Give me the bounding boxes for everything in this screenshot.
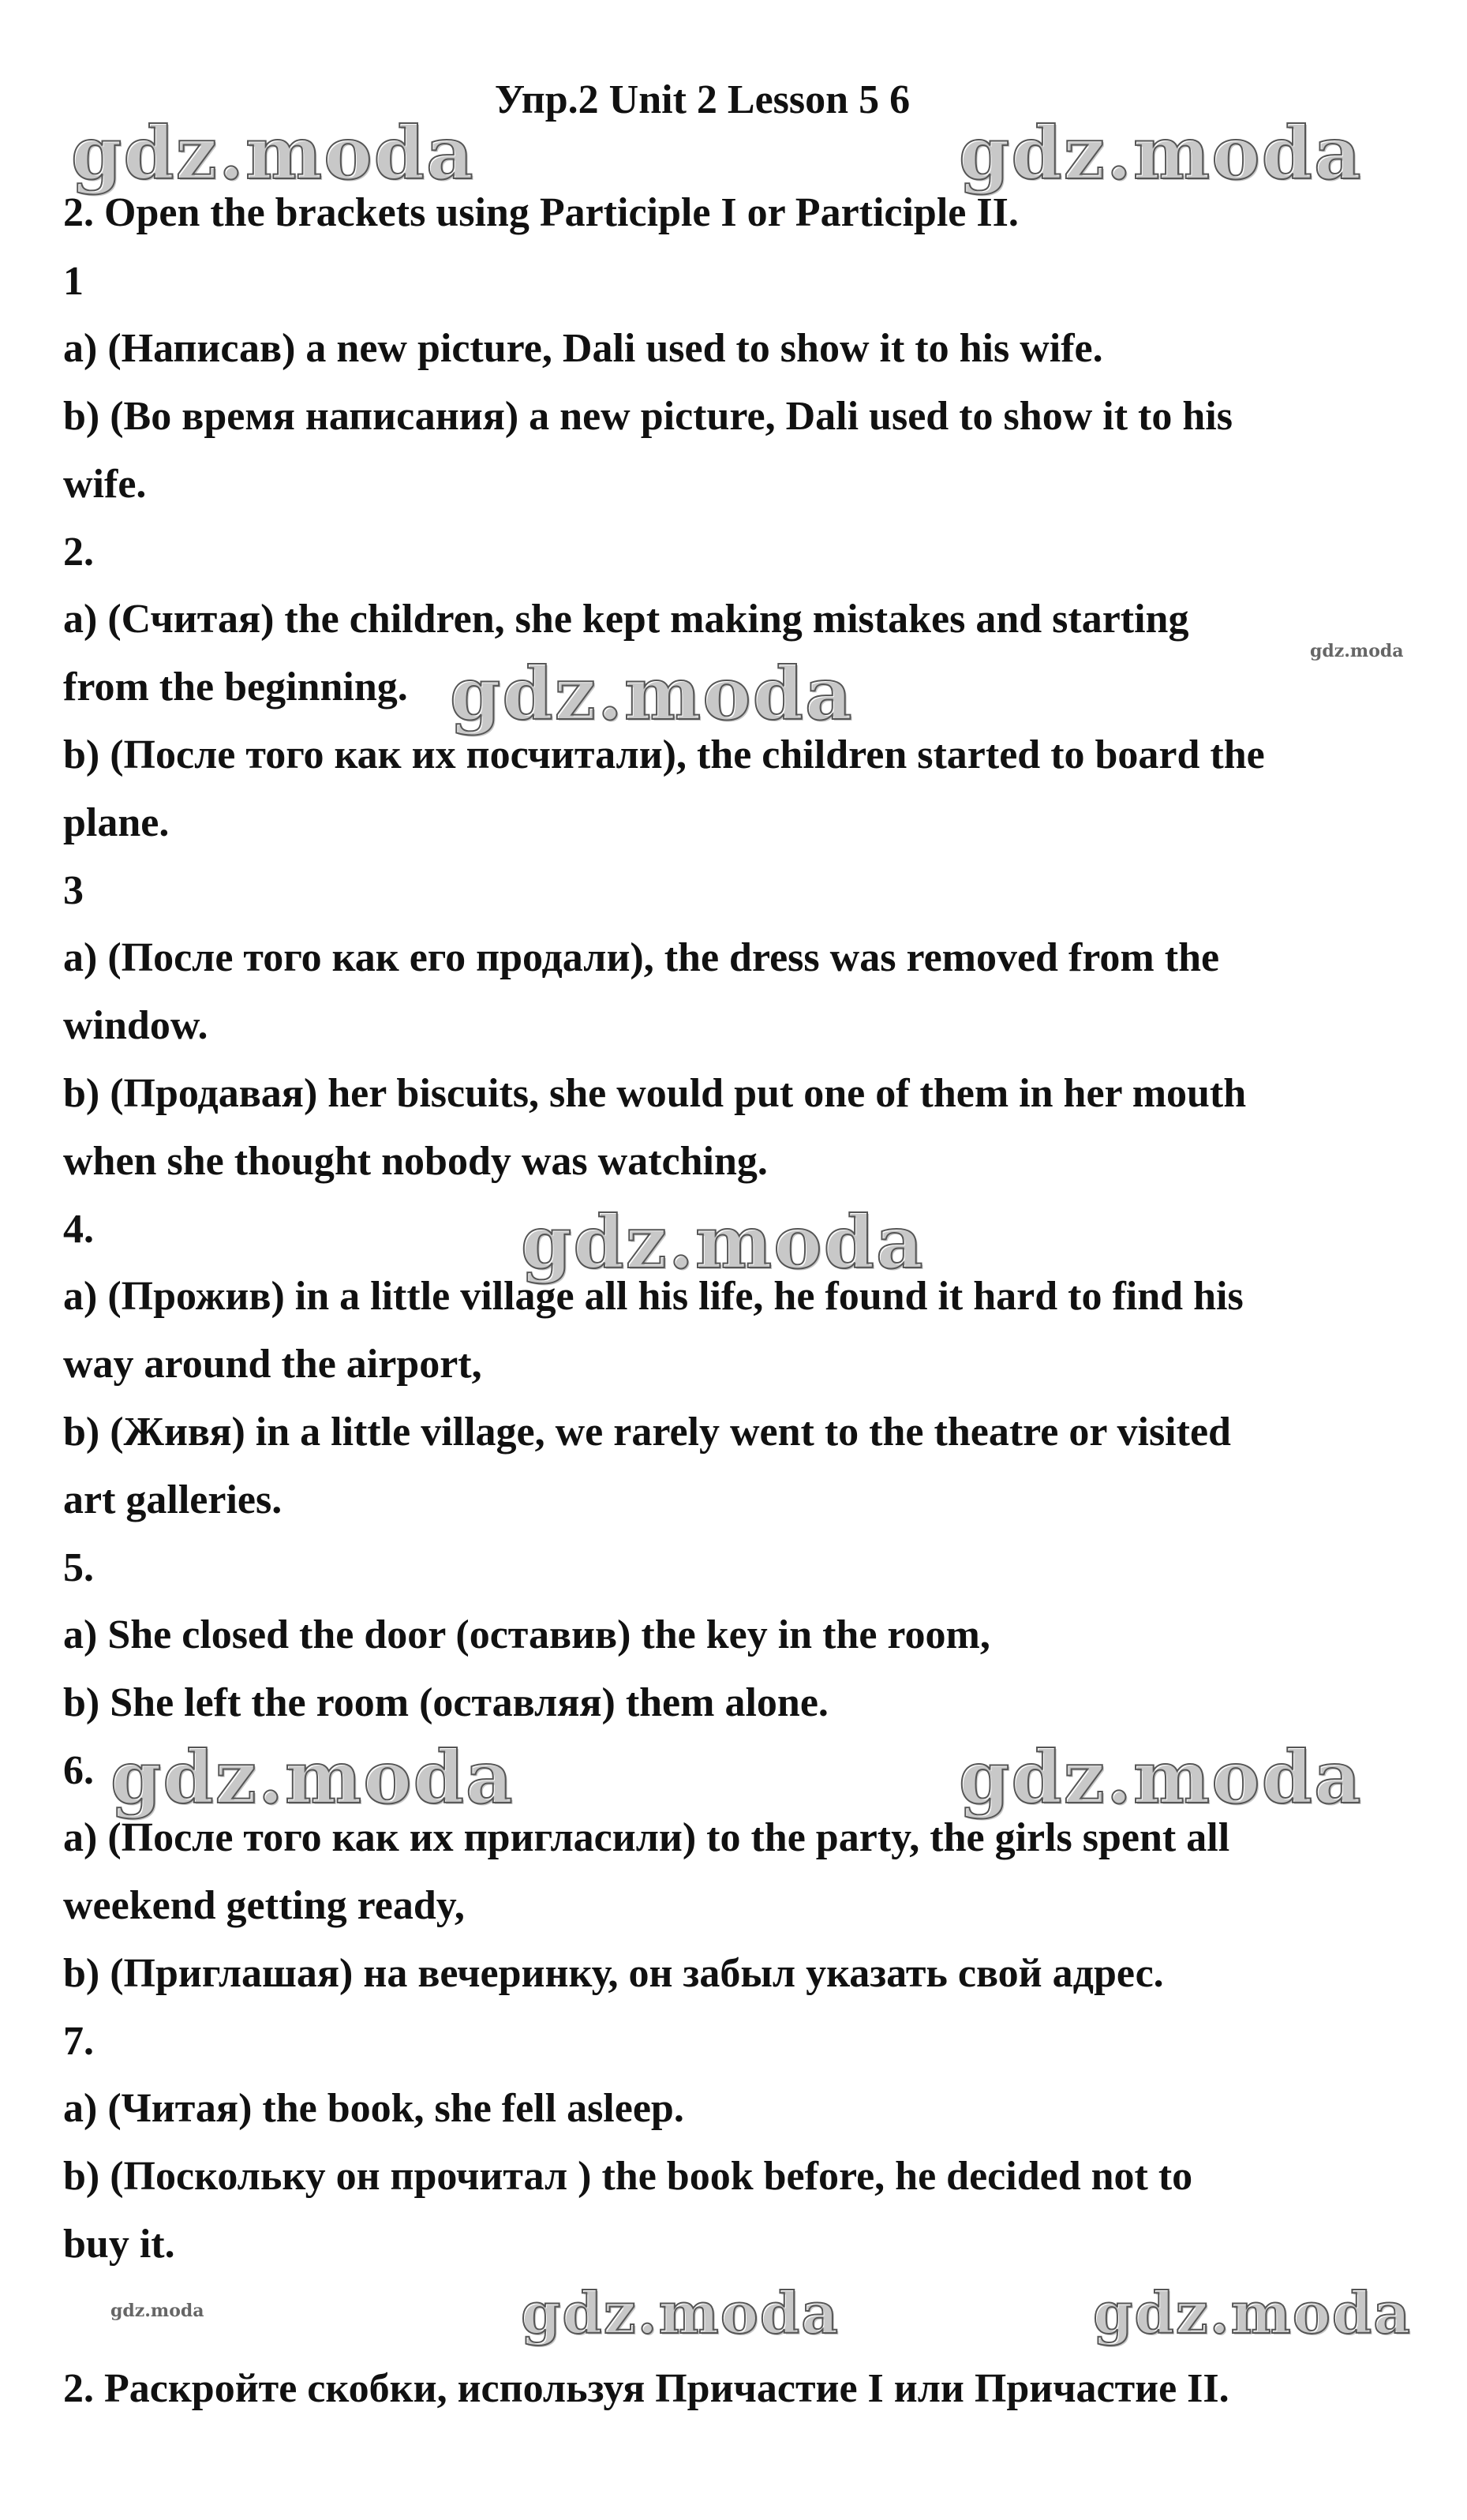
sentence-line: b) She left the room (оставляя) them alone.	[63, 1680, 829, 1725]
sentence-line: a) (После того как его продали), the dress was removed from the	[63, 935, 1220, 980]
watermark: gdz.moda	[110, 1735, 515, 1820]
watermark: gdz.moda	[71, 110, 475, 196]
watermark: gdz.moda	[959, 110, 1363, 196]
sentence-line: a) (Прожив) in a little village all his life, he found it hard to find his	[63, 1274, 1244, 1319]
sentence-line: b) (Во время написания) a new picture, Dali used to show it to his	[63, 394, 1233, 439]
sentence-line: from the beginning.	[63, 665, 408, 710]
sentence-line: plane.	[63, 800, 170, 845]
sentence-line: b) (Живя) in a little village, we rarely went to the theatre or visited	[63, 1410, 1231, 1455]
item-number: 6.	[63, 1748, 94, 1793]
watermark: gdz.moda	[521, 1200, 925, 1285]
sentence-line: weekend getting ready,	[63, 1883, 465, 1928]
item-number: 1	[63, 259, 84, 304]
sentence-line: a) (Считая) the children, she kept making mistakes and starting	[63, 597, 1189, 642]
task-heading: 2. Open the brackets using Participle I or Participle II.	[63, 190, 1019, 235]
sentence-line: a) (Читая) the book, she fell asleep.	[63, 2086, 684, 2131]
watermark: gdz.moda	[1093, 2279, 1412, 2346]
task-heading-translation: 2. Раскройте скобки, используя Причастие I или Причастие II.	[63, 2366, 1229, 2411]
item-number: 3	[63, 868, 84, 913]
watermark: gdz.moda	[1310, 641, 1404, 661]
item-number: 4.	[63, 1207, 94, 1252]
sentence-line: b) (Приглашая) на вечеринку, он забыл указать свой адрес.	[63, 1951, 1164, 1996]
sentence-line: a) She closed the door (оставив) the key in the room,	[63, 1612, 990, 1657]
sentence-line: window.	[63, 1003, 208, 1048]
sentence-line: when she thought nobody was watching.	[63, 1139, 768, 1184]
sentence-line: way around the airport,	[63, 1342, 482, 1387]
sentence-line: wife.	[63, 462, 147, 507]
watermark: gdz.moda	[959, 1735, 1363, 1820]
watermark: gdz.moda	[450, 651, 854, 736]
sentence-line: b) (Поскольку он прочитал ) the book before, he decided not to	[63, 2154, 1193, 2199]
sentence-line: b) (Продавая) her biscuits, she would put one of them in her mouth	[63, 1071, 1247, 1116]
sentence-line: a) (После того как их пригласили) to the party, the girls spent all	[63, 1815, 1230, 1860]
sentence-line: b) (После того как их посчитали), the children started to board the	[63, 732, 1265, 777]
watermark: gdz.moda	[521, 2279, 840, 2346]
item-number: 2.	[63, 530, 94, 575]
item-number: 7.	[63, 2019, 94, 2064]
sentence-line: art galleries.	[63, 1477, 283, 1522]
item-number: 5.	[63, 1545, 94, 1590]
watermark: gdz.moda	[110, 2301, 204, 2321]
sentence-line: buy it.	[63, 2222, 175, 2267]
sentence-line: a) (Написав) a new picture, Dali used to show it to his wife.	[63, 326, 1103, 371]
page-title: Упр.2 Unit 2 Lesson 5 6	[494, 77, 911, 122]
